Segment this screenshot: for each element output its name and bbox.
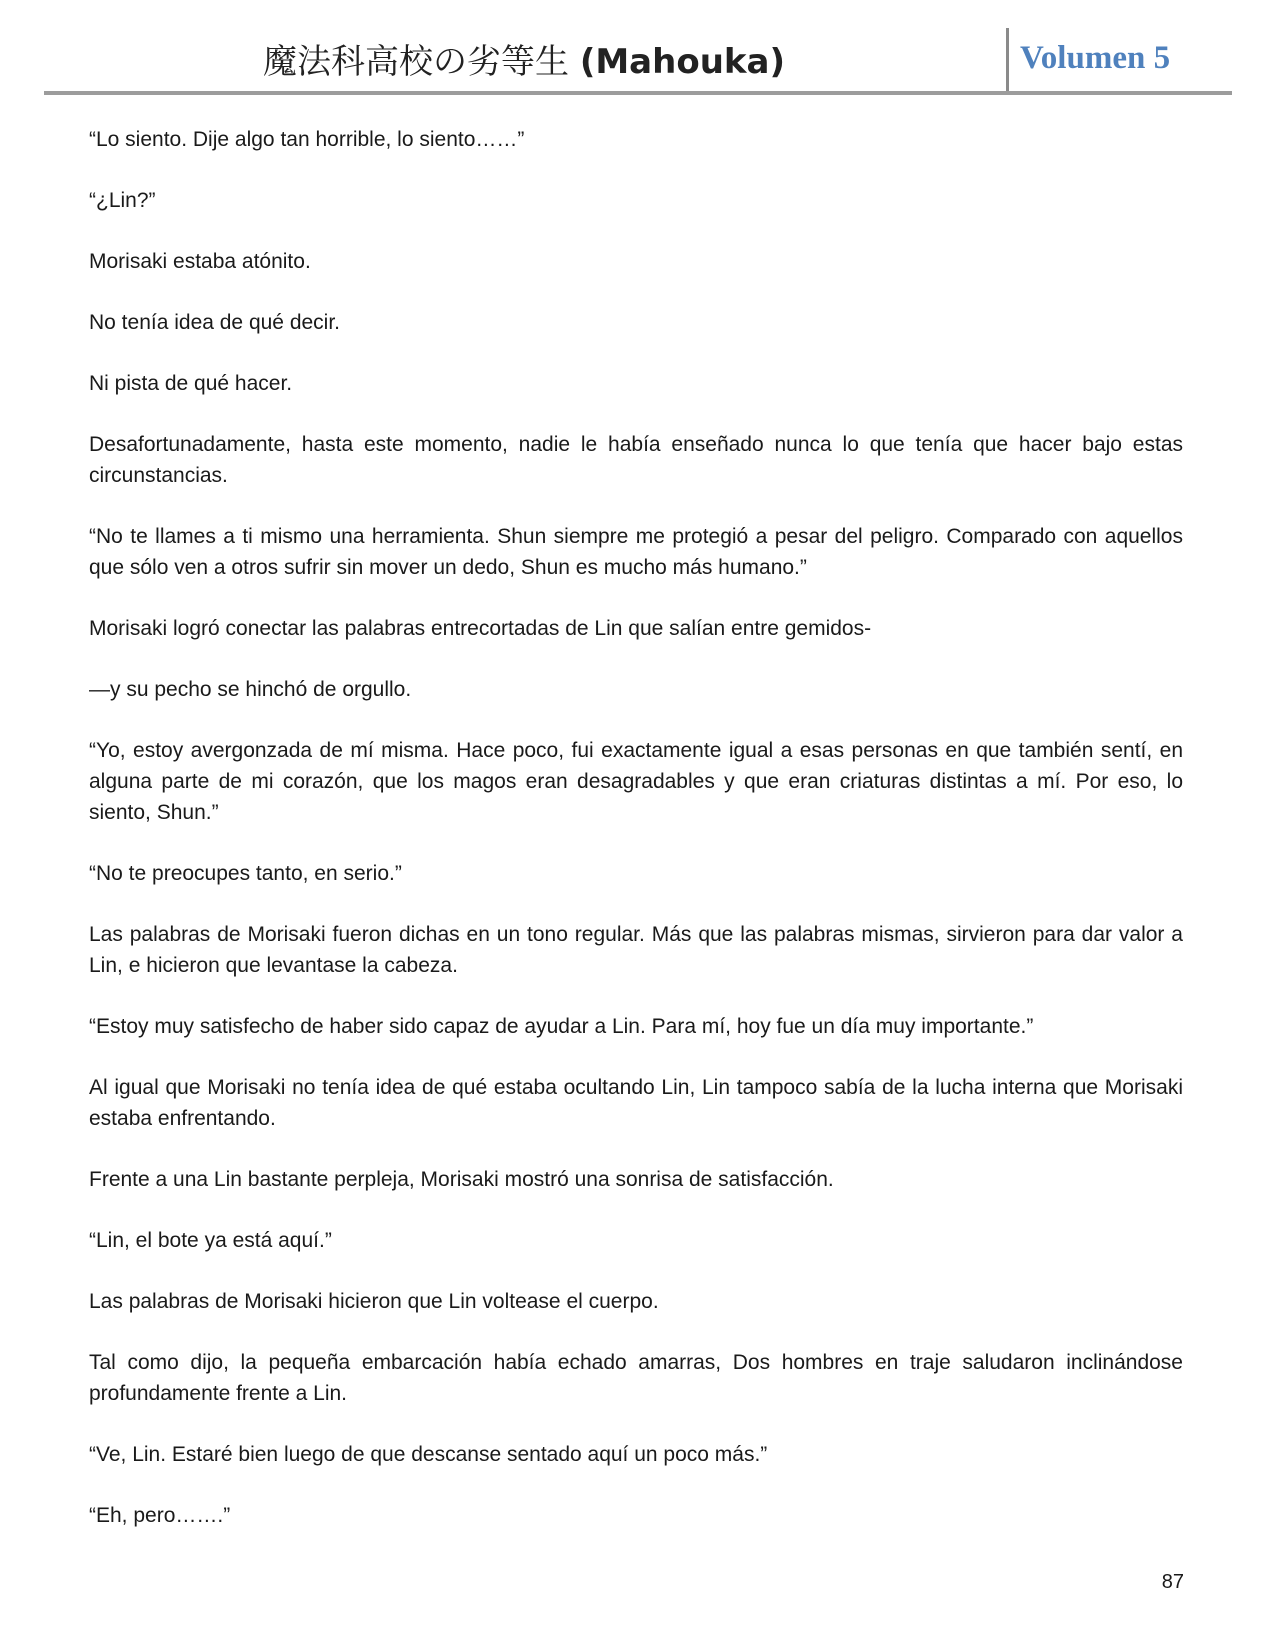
paragraph: Las palabras de Morisaki hicieron que Lin voltease el cuerpo. xyxy=(89,1290,659,1313)
paragraph: “Lo siento. Dije algo tan horrible, lo siento……” xyxy=(89,128,525,151)
paragraph: “Estoy muy satisfecho de haber sido capaz de ayudar a Lin. Para mí, hoy fue un día muy importante.” xyxy=(89,1015,1034,1038)
paragraph: “Ve, Lin. Estaré bien luego de que descanse sentado aquí un poco más.” xyxy=(89,1443,768,1466)
header-divider xyxy=(1006,28,1009,92)
paragraph: Las palabras de Morisaki fueron dichas en un tono regular. Más que las palabras mismas, sirvieron para dar valor a Lin, e hicieron que levantase la cabeza. xyxy=(89,923,1183,977)
book-title xyxy=(44,40,1004,84)
paragraph: Al igual que Morisaki no tenía idea de qué estaba ocultando Lin, Lin tampoco sabía de la lucha interna que Morisaki estaba enfrentando. xyxy=(89,1076,1183,1130)
paragraph: Ni pista de qué hacer. xyxy=(89,372,293,395)
paragraph: —y su pecho se hinchó de orgullo. xyxy=(89,678,412,701)
volume-label: Volumen 5 xyxy=(1020,40,1171,76)
paragraph: “No te preocupes tanto, en serio.” xyxy=(89,862,402,885)
header-rule xyxy=(44,91,1232,95)
paragraph: “Eh, pero…….” xyxy=(89,1504,231,1527)
paragraph: Morisaki estaba atónito. xyxy=(89,250,311,273)
paragraph: “Lin, el bote ya está aquí.” xyxy=(89,1229,332,1252)
paragraph: Frente a una Lin bastante perpleja, Morisaki mostró una sonrisa de satisfacción. xyxy=(89,1168,834,1191)
paragraph: Morisaki logró conectar las palabras entrecortadas de Lin que salían entre gemidos- xyxy=(89,617,872,640)
page-header xyxy=(44,28,1232,94)
paragraph: “No te llames a ti mismo una herramienta. Shun siempre me protegió a pesar del peligro. Comparado con aquellos que sólo ven a otros sufrir sin mover un dedo, Shun es mucho más humano.” xyxy=(89,525,1183,579)
paragraph: Tal como dijo, la pequeña embarcación había echado amarras, Dos hombres en traje saludaron inclinándose profundamente frente a Lin. xyxy=(89,1351,1183,1405)
book-title-japanese: 魔法科高校の劣等生 xyxy=(263,42,569,82)
paragraph: “¿Lin?” xyxy=(89,189,156,212)
paragraph: “Yo, estoy avergonzada de mí misma. Hace poco, fui exactamente igual a esas personas en que también sentí, en alguna parte de mi corazón, que los magos eran desagradables y que eran criaturas distintas a mí. Por eso, lo siento, Shun.” xyxy=(89,739,1183,824)
book-title-romaji: (Mahouka) xyxy=(579,42,785,82)
page-body xyxy=(89,124,1183,1561)
page-number: 87 xyxy=(1161,1571,1184,1593)
paragraph: No tenía idea de qué decir. xyxy=(89,311,341,334)
paragraph: Desafortunadamente, hasta este momento, nadie le había enseñado nunca lo que tenía que hacer bajo estas circunstancias. xyxy=(89,433,1183,487)
